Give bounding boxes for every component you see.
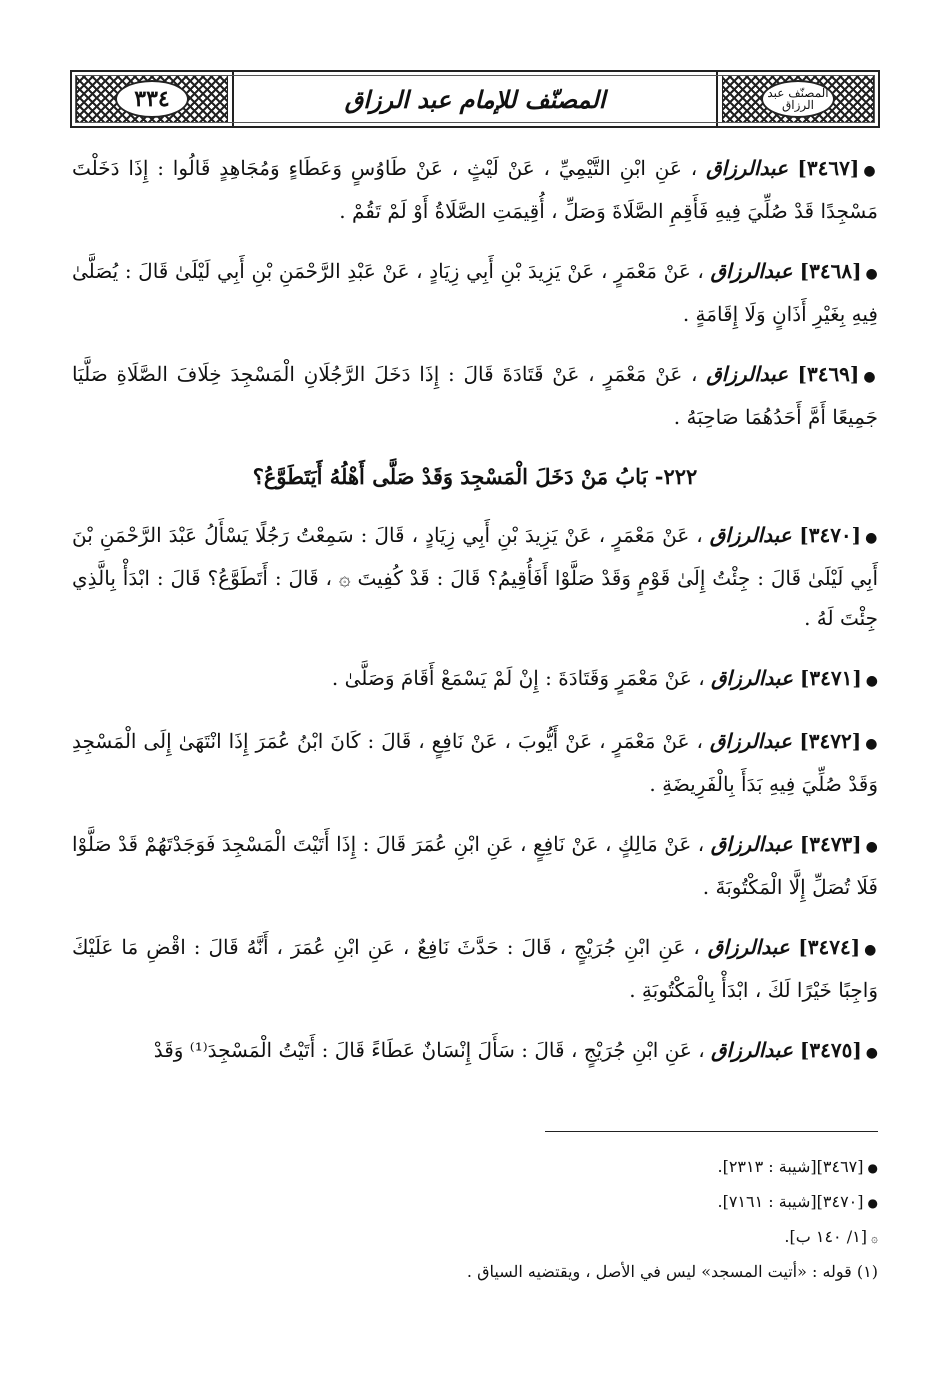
hadith-source: عبدالرزاق — [709, 729, 800, 753]
hadith-number: [٣٤٧١] — [799, 666, 862, 690]
hadith-source: عبدالرزاق — [711, 666, 800, 690]
page-header — [70, 70, 880, 128]
hadith-number: [٣٤٧٠] — [799, 523, 862, 547]
hadith-paragraph — [72, 354, 878, 437]
footnote-separator — [545, 1131, 878, 1132]
bullet-icon: ● — [865, 266, 879, 282]
hadith-number: [٣٤٧٥] — [799, 1038, 862, 1062]
hadith-text: ، عَنِ ابْنِ جُرَيْجٍ ، قَالَ : حَدَّثَ نَافِعٌ ، عَنِ ابْنِ عُمَرَ ، أَنَّهُ قَالَ : اقْضِ مَا عَلَيْكَ وَاجِبًا خَيْرًا لَكَ ، ابْدَأْ بِالْمَكْتُوبَةِ . — [72, 935, 878, 1002]
footnote-bullet-icon: ۞ — [870, 1231, 878, 1245]
footnote-line — [72, 1185, 878, 1220]
hadith-paragraph — [72, 721, 878, 804]
footnote-line — [72, 1220, 878, 1255]
bullet-icon: ● — [863, 369, 879, 385]
hadith-paragraph — [72, 658, 878, 701]
bullet-icon: ● — [865, 736, 878, 752]
hadith-source: عبدالرزاق — [706, 362, 798, 386]
hadith-source: عبدالرزاق — [709, 523, 800, 547]
hadith-number: [٣٤٧٣] — [799, 832, 862, 856]
hadith-source: عبدالرزاق — [711, 1038, 800, 1062]
hadith-number: [٣٤٧٤] — [798, 935, 861, 959]
footnote-line — [72, 1150, 878, 1185]
footnote-bullet-icon: ● — [867, 1161, 878, 1175]
header-ornament-right — [76, 75, 228, 123]
bullet-icon: ● — [865, 530, 878, 546]
hadith-number: [٣٤٦٨] — [799, 259, 862, 283]
hadith-source: عبدالرزاق — [710, 259, 800, 283]
main-text — [72, 148, 878, 1093]
hadith-text: ، عَنْ مَعْمَرٍ وَقَتَادَةَ : إِنْ لَمْ يَسْمَعْ أَقَامَ وَصَلَّىٰ . — [331, 666, 712, 690]
hadith-paragraph — [72, 927, 878, 1010]
hadith-text: ، عَنِ ابْنِ التَّيْمِيِّ ، عَنْ لَيْثٍ ، عَنْ طَاوُسٍ وَعَطَاءٍ وَمُجَاهِدٍ قَالُوا : إِذَا دَخَلْتَ مَسْجِدًا قَدْ صُلِّيَ فِيهِ فَأَقِمِ الصَّلَاةَ وَصَلِّ ، أُقِيمَتِ الصَّلَاةُ أَوْ لَمْ تَقُمْ . — [72, 156, 878, 223]
bullet-icon: ● — [864, 942, 878, 958]
footnote-line — [72, 1255, 878, 1289]
hadith-text: ، عَنِ ابْنِ جُرَيْجٍ ، قَالَ : سَأَلَ إِنْسَانٌ عَطَاءً قَالَ : أَتَيْتُ الْمَسْجِدَ⁽¹⁾ وَقَدْ — [153, 1038, 712, 1062]
footnote-text: [٣٤٧٠][شيبة : ٧١٦١]. — [717, 1192, 864, 1211]
footnotes — [72, 1150, 878, 1289]
hadith-paragraph — [72, 515, 878, 638]
footnote-text: [٣٤٦٧][شيبة : ٢٣١٣]. — [717, 1157, 864, 1176]
hadith-text: ، عَنْ مَعْمَرٍ ، عَنْ أَيُّوبَ ، عَنْ نَافِعٍ ، قَالَ : كَانَ ابْنُ عُمَرَ إِذَا انْتَهَىٰ إِلَى الْمَسْجِدِ وَقَدْ صُلِّيَ فِيهِ بَدَأَ بِالْفَرِيضَةِ . — [72, 729, 878, 796]
hadith-paragraph — [72, 824, 878, 907]
seal-emblem: المصنّف عبد الرزاق — [761, 80, 835, 118]
hadith-text: ، عَنْ مَعْمَرٍ ، عَنْ يَزِيدَ بْنِ أَبِي زِيَادٍ ، قَالَ : سَمِعْتُ رَجُلًا يَسْأَلُ عَبْدَ الرَّحْمَنِ بْنَ أَبِي لَيْلَىٰ قَالَ : جِئْتُ إِلَىٰ قَوْمٍ وَقَدْ صَلَّوْا أَفَأُقِيمُ؟ قَالَ : قَدْ كُفِيتَ ۞ ، قَالَ : أَتَطَوَّعُ؟ قَالَ : ابْدَأْ بِالَّذِي جِئْتَ لَهُ . — [72, 523, 878, 630]
hadith-number: [٣٤٦٧] — [797, 156, 860, 180]
footnote-text: (١) قوله : «أتيت المسجد» ليس في الأصل ، ويقتضيه السياق . — [466, 1262, 878, 1281]
bullet-icon: ● — [865, 839, 878, 855]
footnote-bullet-icon: ● — [867, 1196, 878, 1210]
hadith-source: عبدالرزاق — [710, 832, 800, 856]
hadith-number: [٣٤٧٢] — [799, 729, 862, 753]
hadith-source: عبدالرزاق — [706, 156, 798, 180]
footnote-text: [١/ ١٤٠ ب]. — [784, 1227, 867, 1246]
hadith-source: عبدالرزاق — [707, 935, 799, 959]
hadith-number: [٣٤٦٩] — [797, 362, 860, 386]
hadith-text: ، عَنْ مَعْمَرٍ ، عَنْ قَتَادَةَ قَالَ : إِذَا دَخَلَ الرَّجُلَانِ الْمَسْجِدَ خِلَافَ الصَّلَاةِ صَلَّيَا جَمِيعًا أَمَّ أَحَدُهُمَا صَاحِبَهُ . — [72, 362, 878, 429]
chapter-title: ٢٢٢- بَابُ مَنْ دَخَلَ الْمَسْجِدَ وَقَدْ صَلَّى أَهْلُهُ أَيَتَطَوَّعُ؟ — [252, 464, 698, 489]
hadith-text: ، عَنْ مَالِكٍ ، عَنْ نَافِعٍ ، عَنِ ابْنِ عُمَرَ قَالَ : إِذَا أَتَيْتَ الْمَسْجِدَ فَوَجَدْتَهُمْ قَدْ صَلَّوْا فَلَا تُصَلِّ إِلَّا الْمَكْتُوبَةَ . — [72, 832, 878, 899]
bullet-icon: ● — [865, 673, 878, 689]
hadith-paragraph — [72, 148, 878, 231]
bullet-icon: ● — [863, 163, 878, 179]
hadith-paragraph — [72, 251, 878, 334]
page-number-badge — [115, 80, 189, 118]
running-title: المصنّف للإمام عبد الرزاق — [232, 72, 718, 126]
header-ornament-left — [722, 75, 874, 123]
hadith-paragraph — [72, 1030, 878, 1073]
page-number: ٣٣٤ — [134, 86, 170, 112]
bullet-icon: ● — [865, 1045, 878, 1061]
hadith-text: ، عَنْ مَعْمَرٍ ، عَنْ يَزِيدَ بْنِ أَبِي زِيَادٍ ، عَنْ عَبْدِ الرَّحْمَنِ بْنِ أَبِي لَيْلَىٰ قَالَ : يُصَلَّىٰ فِيهِ بِغَيْرِ أَذَانٍ وَلَا إِقَامَةٍ . — [72, 259, 878, 326]
